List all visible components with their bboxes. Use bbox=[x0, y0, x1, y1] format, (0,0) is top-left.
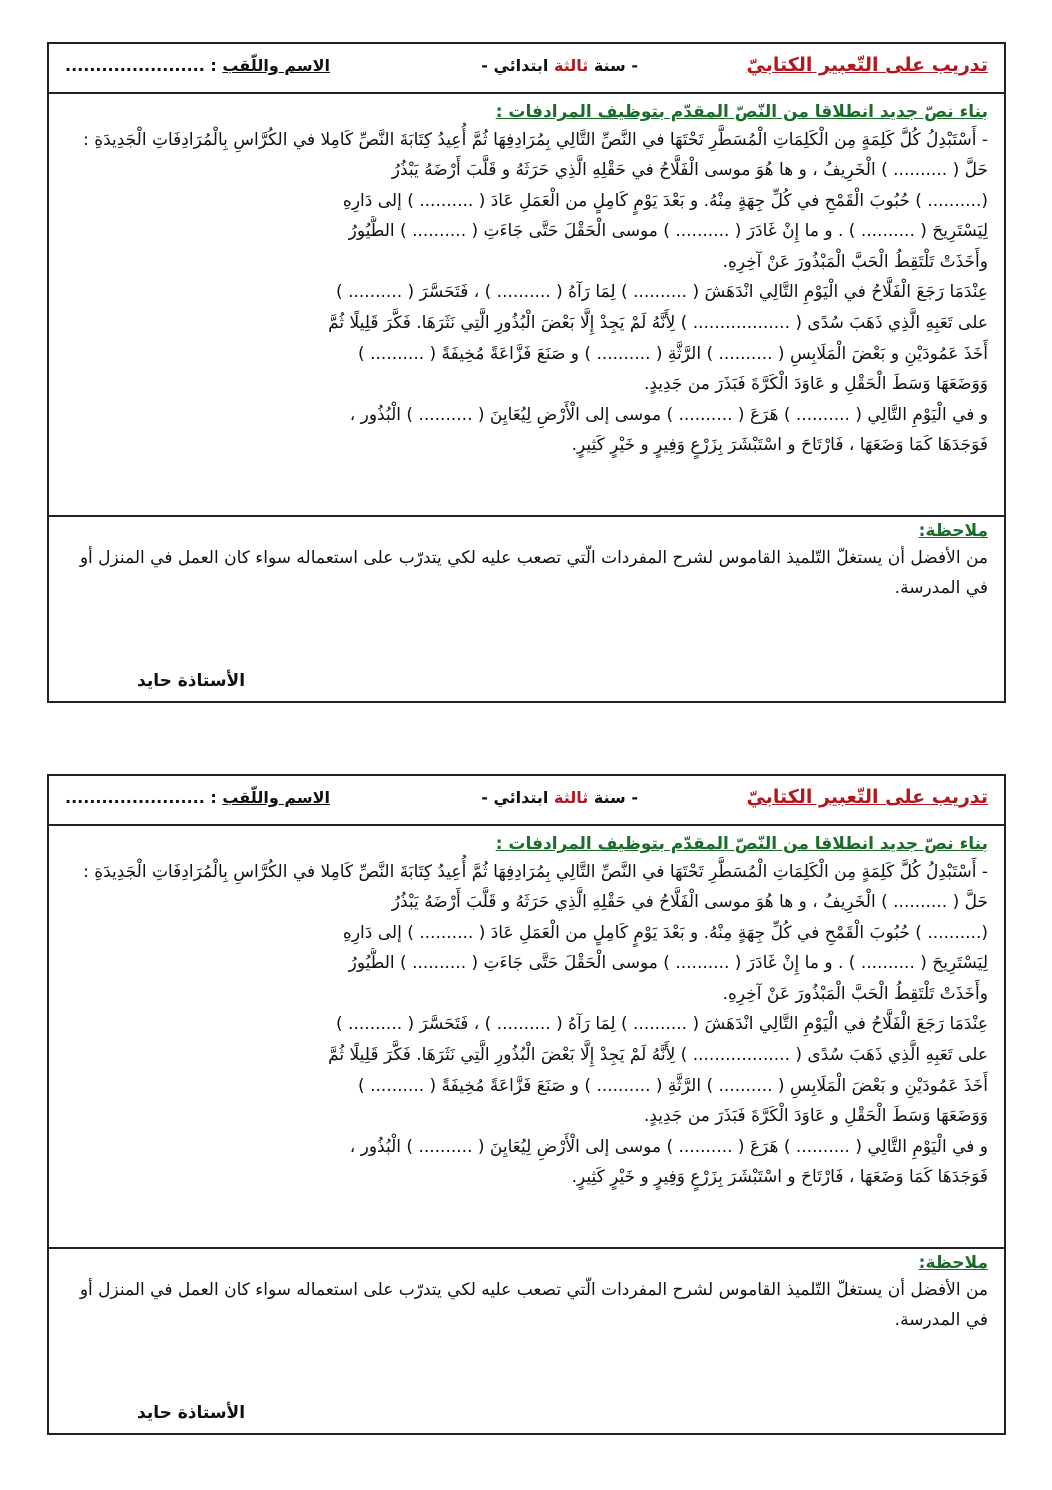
name-label: الاسم واللّقب bbox=[222, 788, 331, 807]
passage-line: فَوَجَدَهَا كَمَا وَضَعَهَا ، فَارْتَاحَ و اسْتَبْشَرَ بِزَرْعٍ وَفِيرٍ و خَيْرٍ كَثِيرٍ. bbox=[571, 435, 988, 456]
passage bbox=[65, 887, 988, 1193]
passage-line: لِيَسْتَرِيحَ ( .......... ) . و ما إِنْ غَادَرَ ( .......... ) موسى الْحَقْلَ حَتَّى جَاءَتِ ( .......... ) الطُّيُورُ bbox=[348, 221, 988, 242]
passage-line: أَخَذَ عَمُودَيْنِ و بَعْضَ الْمَلَابِسِ ( .......... ) الرَّثَّةِ ( .......... ) و صَنَعَ فَزَّاعَةً مُخِيفَةً ( .......... ) bbox=[358, 1075, 988, 1096]
worksheet-2 bbox=[47, 774, 1006, 1435]
name-blank[interactable]: : ....................... bbox=[65, 56, 217, 75]
name-field[interactable] bbox=[65, 788, 330, 807]
passage-line: عِنْدَمَا رَجَعَ الْفَلَّاحُ في الْيَوْمِ التَّالِي انْدَهَشَ ( .......... ) لِمَا رَآهُ ( .......... ) ، فَتَحَسَّرَ ( .......... ) bbox=[336, 1014, 988, 1035]
passage-line: على تَعَبِهِ الَّذِي ذَهَبَ سُدًى ( .................. ) لِأَنَّهُ لَمْ يَجِدْ إِلَّا بَعْضَ الْبُذُورِ الَّتِي نَثَرَهَا. فَكَّرَ قَلِيلًا ثُمَّ bbox=[328, 312, 988, 333]
note-section bbox=[49, 1249, 1004, 1335]
passage-line: على تَعَبِهِ الَّذِي ذَهَبَ سُدًى ( .................. ) لِأَنَّهُ لَمْ يَجِدْ إِلَّا بَعْضَ الْبُذُورِ الَّتِي نَثَرَهَا. فَكَّرَ قَلِيلًا ثُمَّ bbox=[328, 1044, 988, 1065]
grade-highlight: ثالثة bbox=[553, 56, 589, 75]
passage-line: أَخَذَ عَمُودَيْنِ و بَعْضَ الْمَلَابِسِ ( .......... ) الرَّثَّةِ ( .......... ) و صَنَعَ فَزَّاعَةً مُخِيفَةً ( .......... ) bbox=[358, 343, 988, 364]
passage-line: فَوَجَدَهَا كَمَا وَضَعَهَا ، فَارْتَاحَ و اسْتَبْشَرَ بِزَرْعٍ وَفِيرٍ و خَيْرٍ كَثِيرٍ. bbox=[571, 1167, 988, 1188]
passage-line: و في الْيَوْمِ التَّالِي ( .......... ) هَرَعَ ( .......... ) موسى إلى الْأَرْضِ لِيُعَايِنَ ( .......... ) الْبُذُور ، bbox=[349, 1136, 988, 1157]
name-label: الاسم واللّقب bbox=[222, 56, 331, 75]
exercise-subtitle: بناء نصّ جديد انطلاقا من النّصّ المقدّم بتوظيف المرادفات : bbox=[495, 102, 988, 122]
exercise-body bbox=[49, 94, 1004, 517]
worksheet-1 bbox=[47, 42, 1006, 703]
note-title: ملاحظة: bbox=[918, 1253, 988, 1273]
passage-line: وَوَضَعَهَا وَسَطَ الْحَقْلِ و عَاوَدَ الْكَرَّةَ فَبَذَرَ من جَدِيدٍ. bbox=[643, 1106, 988, 1127]
grade-level: - سنة ثالثة ابتدائي - bbox=[481, 788, 638, 807]
grade-highlight: ثالثة bbox=[553, 788, 589, 807]
exercise-subtitle: بناء نصّ جديد انطلاقا من النّصّ المقدّم بتوظيف المرادفات : bbox=[495, 834, 988, 854]
passage-line: وأَخَذَتْ تَلْتَقِطُ الْحَبَّ الْمَبْذُورَ عَنْ آخِرِهِ. bbox=[722, 251, 988, 272]
teacher-signature: الأستاذة حايد bbox=[137, 1403, 246, 1423]
passage-line: حَلَّ ( .......... ) الْخَرِيفُ ، و ها هُوَ موسى الْفَلَّاحُ في حَقْلِهِ الَّذِي حَرَثَهُ و قَلَّبَ أَرْضَهُ يَبْذُرُ bbox=[391, 892, 988, 912]
passage-line: (.......... ) حُبُوبَ الْقَمْحِ في كُلِّ جِهَةٍ مِنْهُ. و بَعْدَ يَوْمٍ كَامِلٍ من الْعَمَلِ عَادَ ( .......... ) إلى دَارِهِ bbox=[342, 922, 988, 943]
exercise-instruction: - أَسْتَبْدِلُ كُلَّ كَلِمَةٍ مِن الْكَلِمَاتِ الْمُسَطَّرِ تَحْتَهَا في النَّصِّ التَّالِي بِمُرَادِفِهَا ثُمَّ أُعِيدُ كِتَابَةَ النَّصِّ كَامِلا في الكُرَّاسِ بِالْمُرَادِفَاتِ الْجَدِيدَةِ : bbox=[83, 862, 988, 882]
note-text: من الأفضل أن يستغلّ التّلميذ القاموس لشرح المفردات الّتي تصعب عليه لكي يتدرّب على استعماله سواء كان العمل في المنزل أو في المدرسة. bbox=[79, 548, 988, 598]
passage-line: وأَخَذَتْ تَلْتَقِطُ الْحَبَّ الْمَبْذُورَ عَنْ آخِرِهِ. bbox=[722, 983, 988, 1004]
note-text: من الأفضل أن يستغلّ التّلميذ القاموس لشرح المفردات الّتي تصعب عليه لكي يتدرّب على استعماله سواء كان العمل في المنزل أو في المدرسة. bbox=[79, 1280, 988, 1330]
exercise-instruction: - أَسْتَبْدِلُ كُلَّ كَلِمَةٍ مِن الْكَلِمَاتِ الْمُسَطَّرِ تَحْتَهَا في النَّصِّ التَّالِي بِمُرَادِفِهَا ثُمَّ أُعِيدُ كِتَابَةَ النَّصِّ كَامِلا في الكُرَّاسِ بِالْمُرَادِفَاتِ الْجَدِيدَةِ : bbox=[83, 130, 988, 150]
name-blank[interactable]: : ....................... bbox=[65, 788, 217, 807]
passage-line: عِنْدَمَا رَجَعَ الْفَلَّاحُ في الْيَوْمِ التَّالِي انْدَهَشَ ( .......... ) لِمَا رَآهُ ( .......... ) ، فَتَحَسَّرَ ( .......... ) bbox=[336, 282, 988, 303]
passage-line: (.......... ) حُبُوبَ الْقَمْحِ في كُلِّ جِهَةٍ مِنْهُ. و بَعْدَ يَوْمٍ كَامِلٍ من الْعَمَلِ عَادَ ( .......... ) إلى دَارِهِ bbox=[342, 190, 988, 211]
teacher-signature: الأستاذة حايد bbox=[137, 671, 246, 691]
note-section bbox=[49, 517, 1004, 603]
name-field[interactable] bbox=[65, 56, 330, 75]
grade-level: - سنة ثالثة ابتدائي - bbox=[481, 56, 638, 75]
passage-line: و في الْيَوْمِ التَّالِي ( .......... ) هَرَعَ ( .......... ) موسى إلى الْأَرْضِ لِيُعَايِنَ ( .......... ) الْبُذُور ، bbox=[349, 404, 988, 425]
note-title: ملاحظة: bbox=[918, 521, 988, 541]
passage bbox=[65, 155, 988, 461]
passage-line: وَوَضَعَهَا وَسَطَ الْحَقْلِ و عَاوَدَ الْكَرَّةَ فَبَذَرَ من جَدِيدٍ. bbox=[643, 374, 988, 395]
worksheet-title: تدريب على التّعبير الكتابيّ bbox=[746, 54, 988, 76]
worksheet-title: تدريب على التّعبير الكتابيّ bbox=[746, 786, 988, 808]
passage-line: حَلَّ ( .......... ) الْخَرِيفُ ، و ها هُوَ موسى الْفَلَّاحُ في حَقْلِهِ الَّذِي حَرَثَهُ و قَلَّبَ أَرْضَهُ يَبْذُرُ bbox=[391, 160, 988, 180]
exercise-body bbox=[49, 826, 1004, 1249]
worksheet-header bbox=[49, 776, 1004, 826]
worksheet-header bbox=[49, 44, 1004, 94]
passage-line: لِيَسْتَرِيحَ ( .......... ) . و ما إِنْ غَادَرَ ( .......... ) موسى الْحَقْلَ حَتَّى جَاءَتِ ( .......... ) الطُّيُورُ bbox=[348, 953, 988, 974]
